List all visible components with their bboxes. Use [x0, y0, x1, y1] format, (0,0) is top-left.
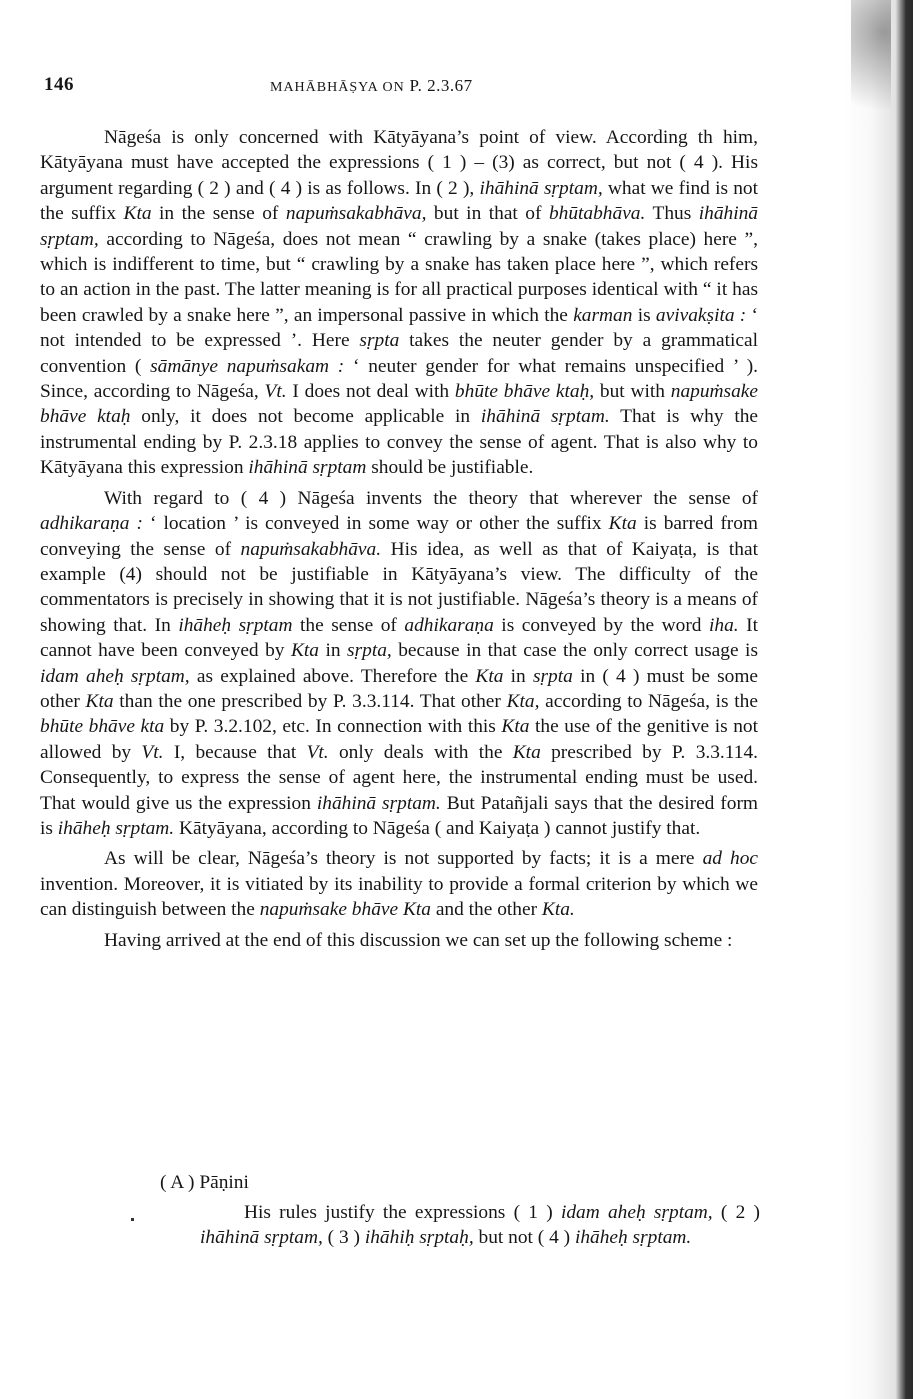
paragraph-1-italic-term: ihāhinā sṛptam.: [480, 406, 610, 428]
scheme-italic-term: idam aheḥ sṛptam,: [560, 1202, 713, 1223]
paragraph-2-text: His idea, as well as that of Kaiyaṭa, is that example (4) should not be justifiable in Kātyāyana’s view. The difficulty of the commentators is precisely in showing that it is not justifiable. Nāgeśa’s theory is a means of showing that. In: [40, 538, 758, 636]
paragraph-2-italic-term: ihāheḥ sṛptam.: [57, 817, 175, 839]
scheme-text: ( 3 ): [322, 1227, 365, 1249]
paragraph-3: [40, 846, 758, 922]
paragraph-1-italic-term: napuṁsakabhāva,: [285, 203, 427, 225]
scheme-italic-term: ihāhinā sṛptam,: [200, 1227, 323, 1249]
paragraph-2-text: But Patañjali says that the desired form is: [40, 792, 758, 839]
paragraph-2-italic-term: adhikaraṇa :: [40, 513, 143, 535]
running-head-reference: P. 2.3.67: [409, 76, 473, 95]
paragraph-1-text: That is why the instrumental ending by P. 2.3.18 applies to convey the sense of agent. That is also why to Kātyāyana this expression: [40, 406, 759, 479]
paragraph-1-text: Thus: [645, 203, 699, 225]
paragraph-2-text: in: [319, 640, 348, 662]
paragraph-2-italic-term: Kta: [512, 741, 541, 763]
paragraph-2-italic-term: adhikaraṇa: [404, 614, 494, 636]
paragraph-1-text: ‘ neuter gender for what remains unspecified ’ ). Since, according to Nāgeśa,: [40, 355, 758, 403]
paragraph-2-italic-term: Kta: [501, 716, 530, 738]
scheme-paragraph: [200, 1200, 760, 1251]
paragraph-2-text: only deals with the: [328, 741, 513, 763]
paragraph-2-text: by P. 3.2.102, etc. In connection with this: [164, 716, 502, 738]
paragraph-1-text: takes the neuter gender by a grammatical convention (: [40, 330, 758, 377]
paragraph-1-text: in the sense of: [151, 203, 286, 225]
paragraph-1-text: should be justifiable.: [366, 457, 534, 479]
paragraph-2-text: prescribed by P. 3.3.114. Consequently, to express the sense of agent here, the instrumental ending must be used. That would give us the expression: [40, 741, 758, 814]
paragraph-4: [40, 928, 758, 953]
paragraph-2-text: ‘ location ’ is conveyed in some way or other the suffix: [142, 513, 609, 535]
paragraph-1-italic-term: ihāhinā sṛptam,: [40, 203, 758, 250]
paragraph-1-text: only, it does not become applicable in: [130, 406, 481, 428]
paragraph-3-text: invention. Moreover, it is vitiated by its inability to provide a formal criterion by which we can distinguish between the: [40, 873, 758, 921]
paragraph-2-text: With regard to ( 4 ) Nāgeśa invents the theory that wherever the sense of: [104, 487, 758, 509]
paragraph-1-italic-term: avivakṣita :: [655, 304, 747, 326]
body-text: [40, 125, 758, 953]
scheme-italic-term: ihāheḥ sṛptam.: [574, 1227, 692, 1249]
paragraph-2-text: is conveyed by the word: [493, 614, 710, 636]
paragraph-2-italic-term: bhūte bhāve kta: [40, 716, 165, 738]
paragraph-1-text: I does not deal with: [286, 381, 455, 403]
paragraph-2-italic-term: Kta: [475, 665, 504, 687]
paragraph-1-text: what we find is not the suffix: [40, 177, 758, 225]
paragraph-2-italic-term: Kta,: [506, 690, 540, 712]
paragraph-2-italic-term: Kta: [290, 640, 319, 662]
paragraph-1-italic-term: Kta: [123, 203, 152, 225]
running-head: [270, 76, 473, 96]
paragraph-1-italic-term: sāmānye napuṁsakam :: [150, 355, 345, 377]
paragraph-2-text: I, because that: [163, 741, 307, 763]
paragraph-2-text: is barred from conveying the sense of: [40, 513, 759, 560]
scheme-body: [200, 1200, 760, 1251]
paragraph-1-text: ‘ not intended to be expressed ’. Here: [40, 304, 758, 352]
paragraph-1-italic-term: ihāhinā sṛptam,: [479, 177, 603, 199]
paragraph-1-italic-term: karman: [573, 304, 633, 326]
paragraph-2-text: It cannot have been conveyed by: [40, 614, 759, 662]
paragraph-2-text: as explained above. Therefore the: [189, 665, 476, 687]
paragraph-1-text: but with: [594, 381, 671, 403]
paragraph-1-text: Nāgeśa is only concerned with Kātyāyana’s point of view. According th him, Kātyāyana must have accepted the expressions ( 1 ) – (3) as correct, but not ( 4 ). His argument regarding ( 2 ) and ( 4 ) is as follows. In ( 2 ),: [40, 127, 758, 199]
paragraph-3-italic-term: napuṁsake bhāve Kta: [259, 899, 431, 921]
paragraph-1-text: is: [632, 304, 656, 326]
paragraph-2-text: according to Nāgeśa, is the: [539, 690, 758, 712]
scheme-text: ( 2 ): [712, 1202, 761, 1223]
paragraph-2-italic-term: ihāheḥ sṛptam: [178, 614, 293, 636]
paragraph-2-text: the sense of: [292, 614, 405, 636]
paragraph-2-italic-term: ihāhinā sṛptam.: [316, 792, 441, 814]
paragraph-3-italic-term: Kta.: [541, 899, 575, 921]
paragraph-1-text: but in that of: [426, 203, 549, 225]
paragraph-2-italic-term: Kta: [85, 690, 114, 712]
paragraph-2-italic-term: napuṁsakabhāva.: [240, 538, 382, 560]
scheme-text: His rules justify the expressions ( 1 ): [244, 1202, 561, 1223]
paragraph-2-italic-term: idam aheḥ sṛptam,: [40, 665, 190, 687]
paragraph-2-italic-term: Kta: [608, 513, 637, 535]
paragraph-1-text: according to Nāgeśa, does not mean “ crawling by a snake (takes place) here ”, which is indifferent to time, but “ crawling by a snake has taken place here ”, which refers to an action in the past. The latter meaning is for all practical purposes identical with “ it has been crawled by a snake here ”, an impersonal passive in which the: [40, 228, 758, 326]
paragraph-2-text: because in that case the only correct usage is: [391, 640, 758, 662]
paragraph-1: [40, 125, 758, 481]
paragraph-2-text: in: [503, 665, 533, 687]
stray-ink-mark: [131, 1218, 134, 1221]
paragraph-4-text: Having arrived at the end of this discussion we can set up the following scheme :: [104, 929, 733, 951]
running-head-title: MAHĀBHĀṢYA ON: [270, 80, 405, 95]
paragraph-3-text: and the other: [430, 899, 542, 921]
paragraph-2: [40, 486, 758, 842]
paragraph-3-italic-term: ad hoc: [702, 848, 758, 870]
paragraph-1-italic-term: bhūtabhāva.: [548, 203, 646, 225]
paragraph-1-italic-term: Vt.: [264, 381, 287, 403]
paragraph-2-italic-term: Vt.: [306, 741, 329, 763]
page-edge-speckle: [851, 0, 891, 160]
paragraph-1-italic-term: sṛpta: [359, 330, 400, 352]
paragraph-1-italic-term: ihāhinā sṛptam: [248, 457, 367, 479]
scheme-italic-term: ihāhiḥ sṛptaḥ,: [364, 1227, 474, 1249]
paragraph-1-italic-term: napuṁsake bhāve ktaḥ: [40, 381, 758, 428]
paragraph-2-italic-term: Vt.: [141, 741, 164, 763]
paragraph-2-italic-term: iha.: [709, 614, 739, 636]
scheme-text: but not ( 4 ): [473, 1227, 575, 1249]
paragraph-2-text: than the one prescribed by P. 3.3.114. That other: [113, 690, 507, 712]
page-edge-shadow: [843, 0, 913, 1399]
paragraph-2-text: Kātyāyana, according to Nāgeśa ( and Kaiyaṭa ) cannot justify that.: [174, 817, 701, 839]
paragraph-2-italic-term: sṛpta,: [347, 640, 392, 662]
paragraph-2-text: in ( 4 ) must be some other: [40, 665, 759, 712]
paragraph-2-text: the use of the genitive is not allowed by: [40, 716, 758, 763]
paragraph-2-italic-term: sṛpta: [532, 665, 573, 687]
paragraph-1-italic-term: bhūte bhāve ktaḥ,: [454, 381, 595, 403]
paragraph-3-text: As will be clear, Nāgeśa’s theory is not supported by facts; it is a mere: [104, 848, 703, 870]
page-number: 146: [44, 74, 74, 95]
scheme-label: ( A ) Pāṇini: [160, 1172, 249, 1193]
